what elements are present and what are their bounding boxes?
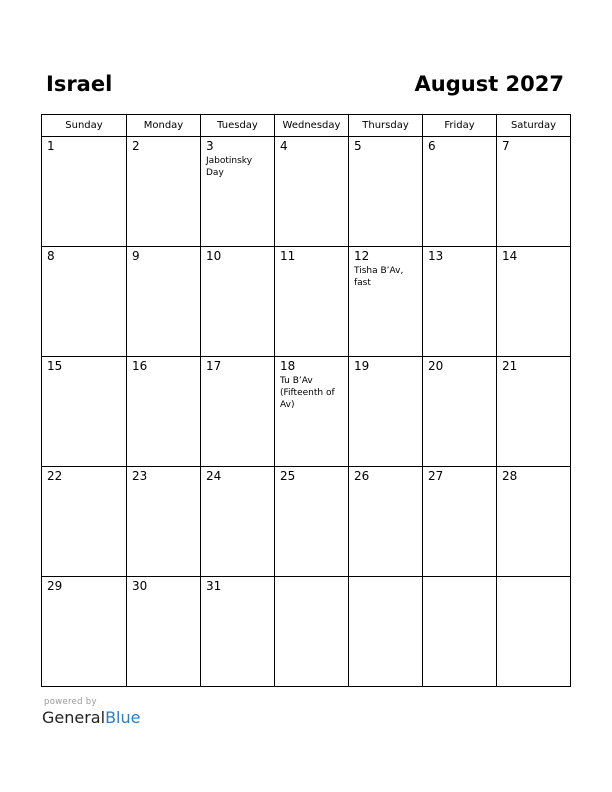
day-cell [42,137,127,247]
weekday-thursday: Thursday [349,115,423,137]
weekday-friday: Friday [423,115,497,137]
day-cell [201,247,275,357]
day-cell [497,357,571,467]
day-number: 12 [354,249,370,263]
day-cell [127,357,201,467]
day-number: 25 [280,469,296,483]
day-number: 22 [47,469,63,483]
day-cell [275,467,349,577]
holiday-label: Jabotinsky Day [206,156,253,178]
day-number: 26 [354,469,370,483]
empty-day-cell [275,577,349,687]
day-number: 4 [280,139,288,153]
day-cell [42,577,127,687]
weekday-sunday: Sunday [42,115,127,137]
week-row-2 [42,247,571,357]
week-row-3 [42,357,571,467]
day-cell [497,137,571,247]
day-number: 5 [354,139,362,153]
day-number: 6 [428,139,436,153]
weekday-saturday: Saturday [497,115,571,137]
empty-day-cell [349,577,423,687]
day-cell [127,137,201,247]
day-cell [201,467,275,577]
weekday-header-row [42,115,571,137]
day-number: 2 [132,139,140,153]
day-cell [349,247,423,357]
day-number: 13 [428,249,444,263]
day-number: 27 [428,469,444,483]
day-number: 10 [206,249,222,263]
empty-day-cell [497,577,571,687]
week-row-1 [42,137,571,247]
day-cell [497,467,571,577]
day-cell [201,577,275,687]
day-cell [127,577,201,687]
day-cell [423,357,497,467]
day-number: 23 [132,469,148,483]
calendar-grid [41,114,571,687]
day-cell [42,357,127,467]
day-cell [349,467,423,577]
day-number: 15 [47,359,63,373]
day-number: 17 [206,359,222,373]
day-number: 16 [132,359,148,373]
day-number: 19 [354,359,370,373]
day-cell [275,137,349,247]
day-number: 1 [47,139,55,153]
holiday-label: Tu B’Av (Fifteenth of Av) [280,376,335,410]
country-title: Israel [46,72,113,96]
day-cell [423,467,497,577]
day-number: 21 [502,359,518,373]
day-cell [201,357,275,467]
day-number: 14 [502,249,518,263]
logo-general: General [42,708,106,727]
day-cell [423,247,497,357]
day-cell [201,137,275,247]
month-title: August 2027 [414,72,564,96]
empty-day-cell [423,577,497,687]
day-number: 24 [206,469,222,483]
weekday-wednesday: Wednesday [275,115,349,137]
day-cell [127,247,201,357]
day-cell [275,247,349,357]
day-number: 29 [47,579,63,593]
powered-by-text: powered by [44,697,97,707]
logo-blue: Blue [105,708,141,727]
day-number: 28 [502,469,518,483]
day-cell [423,137,497,247]
day-cell [497,247,571,357]
day-cell [349,137,423,247]
day-number: 7 [502,139,510,153]
day-cell [127,467,201,577]
weekday-tuesday: Tuesday [201,115,275,137]
day-number: 9 [132,249,140,263]
day-number: 3 [206,139,214,153]
day-cell [42,467,127,577]
day-number: 11 [280,249,296,263]
day-number: 8 [47,249,55,263]
generalblue-logo[interactable] [42,708,140,728]
holiday-label: Tisha B’Av, fast [354,266,404,288]
day-number: 30 [132,579,148,593]
day-number: 20 [428,359,444,373]
day-number: 18 [280,359,296,373]
week-row-4 [42,467,571,577]
weekday-monday: Monday [127,115,201,137]
day-cell [349,357,423,467]
day-cell [42,247,127,357]
day-cell [275,357,349,467]
week-row-5 [42,577,571,687]
day-number: 31 [206,579,222,593]
